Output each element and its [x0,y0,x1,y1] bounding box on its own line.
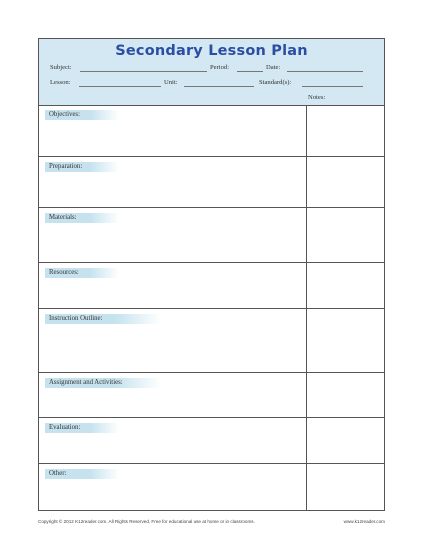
section-row-evaluation [39,418,384,464]
header-panel [39,39,384,106]
subject-field[interactable] [80,71,207,72]
standards-label: Standard(s): [259,79,292,86]
section-label: Evaluation: [45,423,119,433]
section-body[interactable] [39,157,307,207]
section-row-assignment-activities [39,373,384,418]
section-label: Preparation: [45,162,119,172]
period-field[interactable] [237,71,263,72]
section-label: Assignment and Activities: [45,378,161,388]
unit-field[interactable] [184,86,254,87]
lesson-field[interactable] [79,86,161,87]
section-body[interactable] [39,208,307,262]
section-body[interactable] [39,309,307,372]
section-row-preparation [39,157,384,208]
footer-site-link[interactable]: www.k12reader.com [343,519,385,524]
section-label: Instruction Outline: [45,314,161,324]
footer-copyright: Copyright © 2012 K12reader.com. All Rights Reserved. Free for educational use at home or in classrooms. [38,519,255,524]
section-row-other [39,464,384,510]
period-label: Period: [210,64,230,71]
section-body[interactable] [39,105,307,156]
date-label: Date: [266,64,281,71]
section-row-materials [39,208,384,263]
section-label: Materials: [45,213,119,223]
section-label: Resources: [45,268,119,278]
section-body[interactable] [39,464,307,510]
date-field[interactable] [287,71,363,72]
section-label: Objectives: [45,110,119,120]
section-label: Other: [45,469,119,479]
section-row-instruction-outline [39,309,384,373]
lesson-label: Lesson: [50,79,71,86]
subject-label: Subject: [50,64,72,71]
notes-label: Notes: [308,94,326,101]
page-title: Secondary Lesson Plan [115,43,308,59]
section-body[interactable] [39,263,307,308]
section-body[interactable] [39,418,307,463]
section-row-resources [39,263,384,309]
standards-field[interactable] [302,86,363,87]
section-row-objectives [39,105,384,157]
section-body[interactable] [39,373,307,417]
lesson-plan-sheet [38,38,385,511]
unit-label: Unit: [164,79,178,86]
